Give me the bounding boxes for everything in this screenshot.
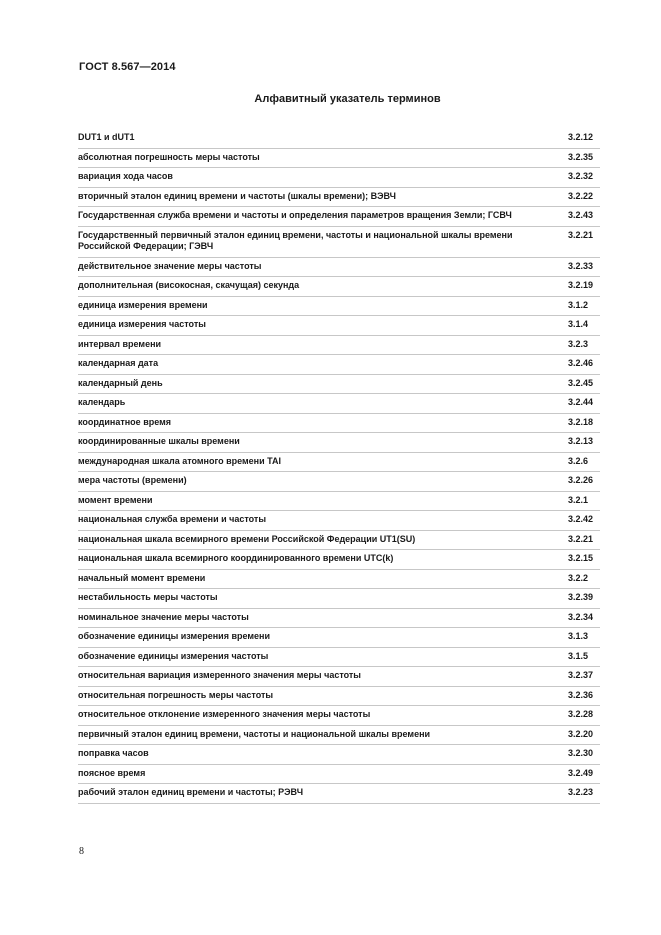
index-reference: 3.2.33: [568, 257, 600, 277]
index-term: поясное время: [78, 764, 568, 784]
index-term: международная шкала атомного времени TAI: [78, 452, 568, 472]
index-term: календарь: [78, 394, 568, 414]
table-row: [78, 374, 600, 394]
index-term: единица измерения частоты: [78, 316, 568, 336]
index-term: координированные шкалы времени: [78, 433, 568, 453]
table-row: [78, 296, 600, 316]
document-code: ГОСТ 8.567—2014: [79, 61, 176, 73]
index-reference: 3.2.43: [568, 207, 600, 227]
table-row: [78, 511, 600, 531]
table-row: [78, 148, 600, 168]
table-row: [78, 647, 600, 667]
table-row: [78, 784, 600, 804]
table-row: [78, 608, 600, 628]
index-reference: 3.2.15: [568, 550, 600, 570]
table-row: [78, 745, 600, 765]
table-row: [78, 433, 600, 453]
index-reference: 3.2.21: [568, 530, 600, 550]
page-number: 8: [79, 846, 84, 857]
index-reference: 3.2.3: [568, 335, 600, 355]
index-term: единица измерения времени: [78, 296, 568, 316]
term-index-body: [78, 129, 600, 803]
index-reference: 3.2.18: [568, 413, 600, 433]
index-term: Государственный первичный эталон единиц времени, частоты и национальной шкалы времени Российской Федерации; ГЭВЧ: [78, 226, 568, 257]
index-term: поправка часов: [78, 745, 568, 765]
table-row: [78, 335, 600, 355]
table-row: [78, 129, 600, 148]
index-reference: 3.2.20: [568, 725, 600, 745]
index-reference: 3.2.37: [568, 667, 600, 687]
index-reference: 3.2.19: [568, 277, 600, 297]
table-row: [78, 628, 600, 648]
index-reference: 3.2.36: [568, 686, 600, 706]
table-row: [78, 589, 600, 609]
index-term: номинальное значение меры частоты: [78, 608, 568, 628]
index-term: вторичный эталон единиц времени и частоты (шкалы времени); ВЭВЧ: [78, 187, 568, 207]
index-term: национальная шкала всемирного времени Российской Федерации UT1(SU): [78, 530, 568, 550]
table-row: [78, 569, 600, 589]
index-reference: 3.2.49: [568, 764, 600, 784]
table-row: [78, 355, 600, 375]
table-row: [78, 226, 600, 257]
table-row: [78, 530, 600, 550]
table-row: [78, 168, 600, 188]
index-term: координатное время: [78, 413, 568, 433]
index-term: национальная служба времени и частоты: [78, 511, 568, 531]
index-reference: 3.1.3: [568, 628, 600, 648]
index-reference: 3.2.23: [568, 784, 600, 804]
index-term: вариация хода часов: [78, 168, 568, 188]
table-row: [78, 472, 600, 492]
table-row: [78, 686, 600, 706]
index-term: обозначение единицы измерения времени: [78, 628, 568, 648]
index-term: рабочий эталон единиц времени и частоты; РЭВЧ: [78, 784, 568, 804]
index-reference: 3.1.2: [568, 296, 600, 316]
index-term: календарный день: [78, 374, 568, 394]
index-reference: 3.2.34: [568, 608, 600, 628]
index-reference: 3.2.12: [568, 129, 600, 148]
index-reference: 3.2.2: [568, 569, 600, 589]
section-title: Алфавитный указатель терминов: [254, 93, 441, 105]
table-row: [78, 725, 600, 745]
index-term: календарная дата: [78, 355, 568, 375]
table-row: [78, 187, 600, 207]
index-reference: 3.2.44: [568, 394, 600, 414]
index-reference: 3.2.32: [568, 168, 600, 188]
index-reference: 3.1.4: [568, 316, 600, 336]
table-row: [78, 316, 600, 336]
index-term: относительное отклонение измеренного значения меры частоты: [78, 706, 568, 726]
index-term: обозначение единицы измерения частоты: [78, 647, 568, 667]
index-term: мера частоты (времени): [78, 472, 568, 492]
index-reference: 3.2.26: [568, 472, 600, 492]
table-row: [78, 706, 600, 726]
index-reference: 3.2.30: [568, 745, 600, 765]
table-row: [78, 667, 600, 687]
index-reference: 3.2.1: [568, 491, 600, 511]
index-term: интервал времени: [78, 335, 568, 355]
index-reference: 3.2.42: [568, 511, 600, 531]
index-reference: 3.2.21: [568, 226, 600, 257]
table-row: [78, 277, 600, 297]
table-row: [78, 452, 600, 472]
index-reference: 3.2.13: [568, 433, 600, 453]
index-reference: 3.2.28: [568, 706, 600, 726]
table-row: [78, 764, 600, 784]
table-row: [78, 491, 600, 511]
table-row: [78, 207, 600, 227]
index-term: DUT1 и dUT1: [78, 129, 568, 148]
index-reference: 3.1.5: [568, 647, 600, 667]
index-reference: 3.2.39: [568, 589, 600, 609]
table-row: [78, 550, 600, 570]
index-term: нестабильность меры частоты: [78, 589, 568, 609]
index-term: момент времени: [78, 491, 568, 511]
index-reference: 3.2.22: [568, 187, 600, 207]
index-term: дополнительная (високосная, скачущая) секунда: [78, 277, 568, 297]
index-term: национальная шкала всемирного координированного времени UTC(k): [78, 550, 568, 570]
index-term: относительная погрешность меры частоты: [78, 686, 568, 706]
table-row: [78, 394, 600, 414]
index-reference: 3.2.46: [568, 355, 600, 375]
term-index-table: [78, 129, 600, 804]
index-term: относительная вариация измеренного значения меры частоты: [78, 667, 568, 687]
table-row: [78, 413, 600, 433]
table-row: [78, 257, 600, 277]
index-term: первичный эталон единиц времени, частоты и национальной шкалы времени: [78, 725, 568, 745]
index-reference: 3.2.6: [568, 452, 600, 472]
index-reference: 3.2.35: [568, 148, 600, 168]
index-term: начальный момент времени: [78, 569, 568, 589]
index-term: абсолютная погрешность меры частоты: [78, 148, 568, 168]
index-term: Государственная служба времени и частоты и определения параметров вращения Земли; ГСВЧ: [78, 207, 568, 227]
index-term: действительное значение меры частоты: [78, 257, 568, 277]
index-reference: 3.2.45: [568, 374, 600, 394]
